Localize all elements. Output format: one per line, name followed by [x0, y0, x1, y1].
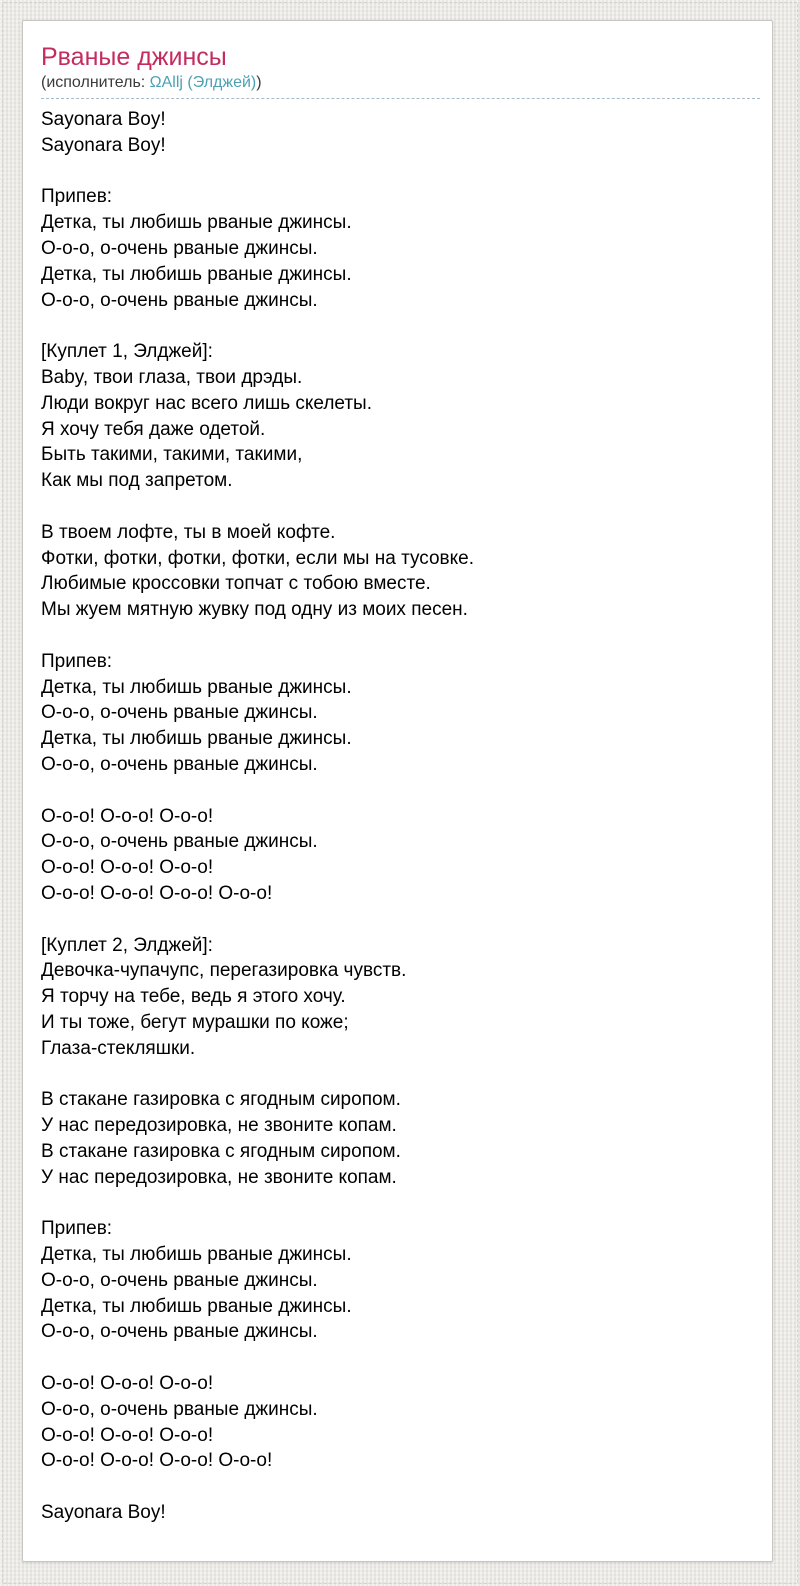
lyric-line: В твоем лофте, ты в моей кофте.	[41, 521, 336, 543]
lyric-line: О-о-о, о-очень рваные джинсы.	[41, 1321, 318, 1343]
lyric-line: О-о-о, о-очень рваные джинсы.	[41, 753, 318, 775]
lyric-line: Детка, ты любишь рваные джинсы.	[41, 212, 352, 234]
lyric-line: Sayonara Boy!	[41, 134, 166, 156]
lyric-line: О-о-о! О-о-о! О-о-о!	[41, 805, 214, 827]
lyric-line: О-о-о, о-очень рваные джинсы.	[41, 289, 318, 311]
lyric-line: У нас передозировка, не звоните копам.	[41, 1115, 397, 1137]
artist-line	[41, 73, 760, 99]
stanza	[41, 184, 760, 313]
lyric-line: О-о-о! О-о-о! О-о-о! О-о-о!	[41, 1450, 273, 1472]
lyric-line: Припев:	[41, 186, 113, 208]
lyric-line: Припев:	[41, 1218, 113, 1240]
lyric-line: Люди вокруг нас всего лишь скелеты.	[41, 392, 372, 414]
stanza	[41, 649, 760, 778]
lyric-line: Как мы под запретом.	[41, 470, 233, 492]
stanza	[41, 1500, 760, 1526]
stanza	[41, 339, 760, 494]
lyric-line: Я хочу тебя даже одетой.	[41, 418, 266, 440]
lyric-line: Детка, ты любишь рваные джинсы.	[41, 1295, 352, 1317]
stanza	[41, 804, 760, 907]
lyric-line: О-о-о! О-о-о! О-о-о!	[41, 1373, 214, 1395]
lyrics-card	[22, 20, 773, 1562]
stanza	[41, 933, 760, 1062]
lyric-line: Любимые кроссовки топчат с тобою вместе.	[41, 573, 431, 595]
stanza	[41, 1371, 760, 1474]
lyric-line: Девочка-чупачупс, перегазировка чувств.	[41, 960, 407, 982]
stanza	[41, 107, 760, 159]
lyric-line: Припев:	[41, 650, 113, 672]
lyric-line: О-о-о, о-очень рваные джинсы.	[41, 702, 318, 724]
lyric-line: О-о-о! О-о-о! О-о-о!	[41, 1424, 214, 1446]
artist-link[interactable]: ΩAllj (Элджей)	[149, 74, 257, 91]
lyric-line: О-о-о, о-очень рваные джинсы.	[41, 1269, 318, 1291]
lyric-line: О-о-о! О-о-о! О-о-о!	[41, 857, 214, 879]
lyric-line: [Куплет 1, Элджей]:	[41, 341, 213, 363]
stanza	[41, 520, 760, 623]
lyric-line: О-о-о! О-о-о! О-о-о! О-о-о!	[41, 882, 273, 904]
lyrics-text	[41, 107, 760, 1526]
lyric-line: Sayonara Boy!	[41, 1502, 166, 1524]
lyric-line: О-о-о, о-очень рваные джинсы.	[41, 831, 318, 853]
lyric-line: О-о-о, о-очень рваные джинсы.	[41, 1398, 318, 1420]
lyric-line: Детка, ты любишь рваные джинсы.	[41, 676, 352, 698]
artist-label-prefix: (исполнитель:	[41, 74, 150, 91]
lyric-line: Глаза-стекляшки.	[41, 1037, 196, 1059]
lyric-line: О-о-о, о-очень рваные джинсы.	[41, 237, 318, 259]
lyric-line: Детка, ты любишь рваные джинсы.	[41, 1244, 352, 1266]
lyric-line: У нас передозировка, не звоните копам.	[41, 1166, 397, 1188]
stanza	[41, 1087, 760, 1190]
lyric-line: Фотки, фотки, фотки, фотки, если мы на тусовке.	[41, 547, 475, 569]
artist-label-suffix: )	[256, 74, 262, 91]
lyric-line: Мы жуем мятную жувку под одну из моих песен.	[41, 599, 468, 621]
lyric-line: Baby, твои глаза, твои дрэды.	[41, 366, 303, 388]
lyric-line: В стакане газировка с ягодным сиропом.	[41, 1140, 401, 1162]
lyric-line: Sayonara Boy!	[41, 109, 166, 130]
lyric-line: Я торчу на тебе, ведь я этого хочу.	[41, 986, 346, 1008]
lyric-line: И ты тоже, бегут мурашки по коже;	[41, 1011, 349, 1033]
page-title: Рваные джинсы	[41, 43, 227, 71]
lyric-line: В стакане газировка с ягодным сиропом.	[41, 1089, 401, 1111]
lyric-line: [Куплет 2, Элджей]:	[41, 934, 213, 956]
lyric-line: Быть такими, такими, такими,	[41, 444, 303, 466]
stanza	[41, 1216, 760, 1345]
lyric-line: Детка, ты любишь рваные джинсы.	[41, 728, 352, 750]
lyric-line: Детка, ты любишь рваные джинсы.	[41, 263, 352, 285]
